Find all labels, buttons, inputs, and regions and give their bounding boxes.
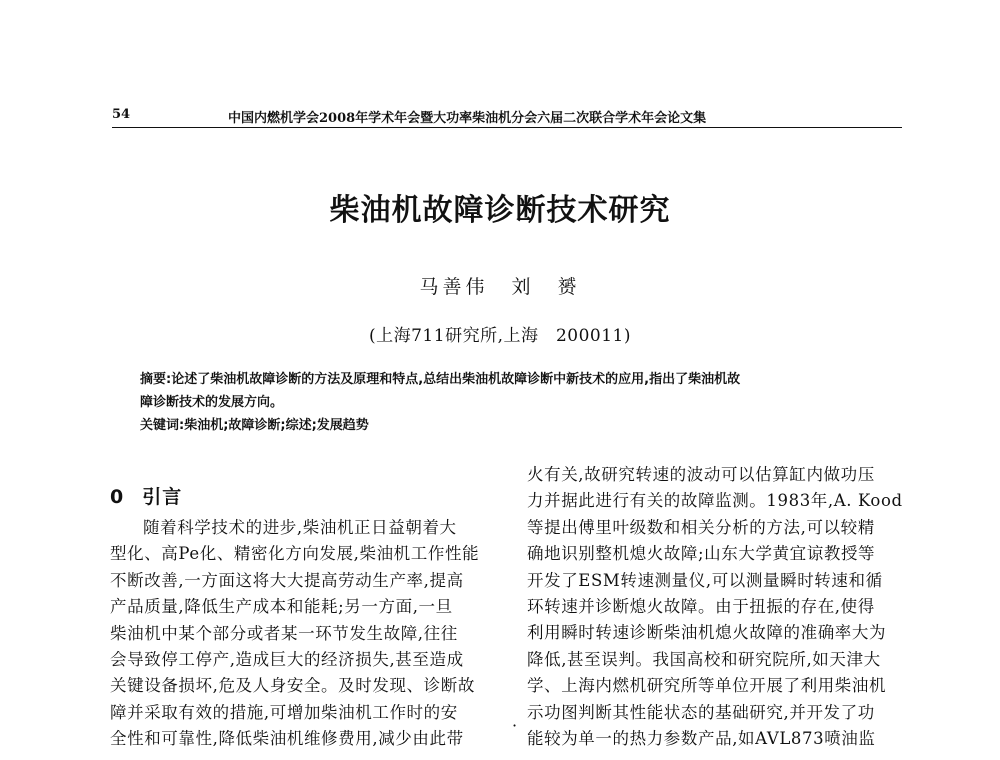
section-number: 0 [110, 486, 125, 508]
section-title: 引言 [142, 486, 183, 508]
paper-authors: 马善伟 刘 赟 [419, 276, 581, 298]
body-line: 降低,甚至误判。我国高校和研究院所,如天津大 [527, 649, 881, 669]
body-line: 力并据此进行有关的故障监测。1983年,A. Kood [527, 491, 903, 511]
paper-affiliation: (上海711研究所,上海 200011) [368, 326, 631, 346]
section-heading [110, 482, 182, 509]
abstract-line: 摘要:论述了柴油机故障诊断的方法及原理和特点,总结出柴油机故障诊断中新技术的应用,指出了柴油机故 [140, 372, 741, 387]
body-column-right [527, 462, 907, 752]
body-line: 确地识别整机熄火故障;山东大学黄宜谅教授等 [527, 544, 876, 564]
abstract-line: 障诊断技术的发展方向。 [140, 395, 284, 410]
body-line: 会导致停工停产,造成巨大的经济损失,甚至造成 [110, 649, 464, 669]
page-number: 54 [112, 107, 131, 122]
body-line: 随着科学技术的进步,柴油机正日益朝着大 [143, 518, 457, 537]
body-line: 示功图判断其性能状态的基础研究,并开发了功 [527, 702, 875, 722]
margin-mark: · [512, 716, 518, 735]
body-line: 障并采取有效的措施,可增加柴油机工作时的安 [110, 702, 458, 722]
body-line: 全性和可靠性,降低柴油机维修费用,减少由此带 [110, 729, 464, 749]
body-line: 学、上海内燃机研究所等单位开展了利用柴油机 [527, 676, 887, 696]
body-line: 能较为单一的热力参数产品,如AVL873喷油监 [527, 728, 876, 748]
body-line: 不断改善,一方面这将大大提高劳动生产率,提高 [110, 570, 464, 590]
body-line: 环转速并诊断熄火故障。由于扭振的存在,使得 [527, 596, 875, 616]
body-line: 关键设备损坏,危及人身安全。及时发现、诊断故 [110, 676, 475, 696]
paper-title: 柴油机故障诊断技术研究 [329, 193, 671, 228]
body-line: 柴油机中某个部分或者某一环节发生故障,往往 [110, 623, 458, 643]
body-line: 产品质量,降低生产成本和能耗;另一方面,一旦 [110, 597, 453, 617]
abstract [140, 368, 880, 414]
header-rule [112, 127, 902, 128]
body-line: 火有关,故研究转速的波动可以估算缸内做功压 [527, 465, 875, 484]
body-column-left [110, 515, 490, 753]
running-head-title: 中国内燃机学会2008年学术年会暨大功率柴油机分会六届二次联合学术年会论文集 [228, 111, 707, 126]
body-line: 开发了ESM转速测量仪,可以测量瞬时转速和循 [527, 570, 883, 590]
body-line: 利用瞬时转速诊断柴油机熄火故障的准确率大为 [527, 623, 887, 643]
running-header [112, 105, 902, 127]
body-line: 等提出傅里叶级数和相关分析的方法,可以较精 [527, 517, 875, 537]
keywords: 关键词:柴油机;故障诊断;综述;发展趋势 [140, 418, 369, 433]
body-line: 型化、高Pe化、精密化方向发展,柴油机工作性能 [110, 544, 480, 564]
